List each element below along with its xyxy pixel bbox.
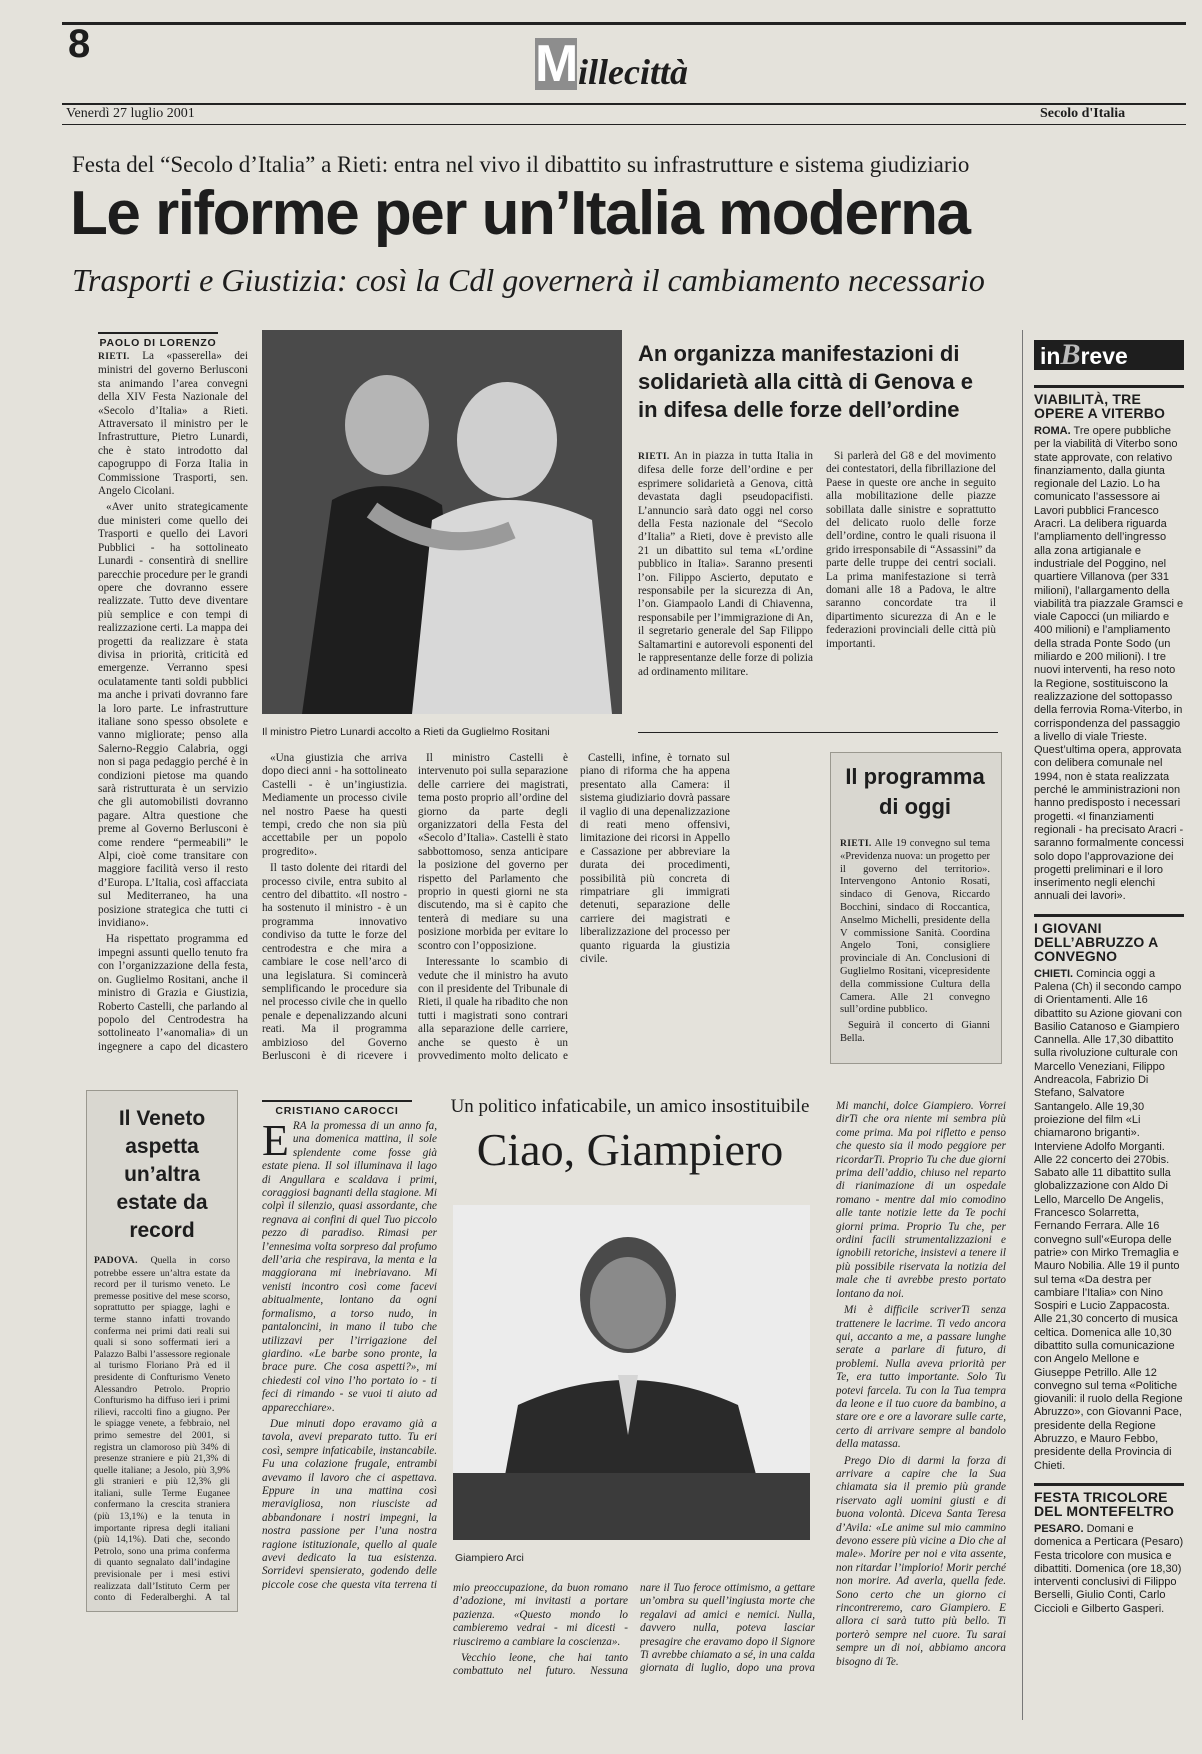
page-number: 8	[68, 22, 91, 66]
main-article-col4: Castelli, infine, è tornato sul piano di riforma che ha appena presentato alla Camera: il sistema giudiziario dovrà passare il vaglio di una depenalizzazione di reati meno offensivi, limitazione dei ricorsi in Appello e Cassazione per abbreviare la durata dei procedimenti, possibilità più concreta di rimpatriare gli immigrati detenuti, separazione delle carriere dei magistrati e liberalizzazione del processo per quanto riguarda la giustizia civile.	[580, 752, 730, 966]
programma-title: Il programma di oggi	[845, 764, 985, 819]
obituary-col1: ERA la promessa di un anno fa, una domenica mattina, il sole splendente come fosse già estate piena. Il sol illuminava il lago di Angullara e scaldava i primi, coraggiosi bagnanti della stagione. Mi colpì il silenzio, quasi assordante, che regnava ai confini di quel Tuo piccolo pezzo di paradiso. Rimasi per l’ennesima volta sorpreso dal profumo dell’aria che respirava, la menta e la maggiorana mi inebriavano. Mi venisti incontro così come facevi abitualmente, lontano da ogni formalismo, a torso nudo, in pantaloncini, in mano il tubo che utilizzavi per l’irrigazione del giardino. «Le barbe sono pronte, la brace pure. Che cosa aspetti?», mi chiedesti col vino l’ho portato io - ti feci di rimando - se vuoi ti aiuto ad apparecchiare». Due minuti dopo eravamo già a tavola, avevi preparato tutto. Tu eri così, sempre infaticabile, instancabile. Fu una colazione frugale, entrambi avevamo il lavoro che ci aspettava. Eppure in una mattina così meravigliosa, non riusciste ad abbandonare i nostri impegni, la nostra passione per l’una nostra ragione istituzionale, quello al quale avevi dedicato la tua esistenza. Sorridevi spensierato, godendo delle piccole cose che questa vita terrena ti	[262, 1120, 437, 1590]
drop-cap: E	[262, 1120, 289, 1165]
lunardi-rositani-photo	[262, 330, 622, 714]
photo-illustration	[262, 330, 622, 714]
genova-bottom-rule	[638, 732, 998, 733]
obituary-kicker: Un politico infaticabile, un amico insostituibile	[450, 1096, 810, 1117]
newspaper-name: Secolo d'Italia	[1040, 106, 1126, 121]
programma-body: RIETI. Alle 19 convegno sul tema «Previdenza nuova: un progetto per il governo del territorio». Intervengono Antonio Rosati, sindaco di Genova, Riccardo Bocchini, sindaco di Roccantica, Anselmo Michelli, presidente della V commissione Sanità. Coordina Angelo Toni, consigliere provinciale di An. Conclusioni di Guglielmo Rositani, vicepresidente della commissione Cultura della Camera. Alle 21 convegno sull’ordine pubblico. Seguirà il concerto di Gianni Bella.	[840, 838, 990, 1044]
in-breve-header: inBreve	[1034, 340, 1184, 370]
brief-body-viterbo: ROMA. Tre opere pubbliche per la viabilità di Viterbo sono state approvate, con relativo finanziamento, dalla giunta regionale del Lazio. Lo ha comunicato l’assessore ai Lavori pubblici Francesco Aracri. La delibera riguarda l’ampliamento dell’ingresso alla zona artigianale e industriale del Poggino, nel quartiere Villanova (per 331 milioni), l’allargamento della viabilità tra piazzale Gramsci e viale Capocci (un miliardo e 400 milioni) e l’ampliamento della strada Ponte Sodo (un miliardo e 200 milioni). I tre nuovi interventi, ha reso noto la Regione, sostituiscono la realizzazione del sottopasso della ferrovia Roma-Viterbo, in corrispondenza del passaggio a livello di viale Trieste. Quest’ultima opera, approvata con delibera comunale nel 1994, non è stata realizzata perché le amministrazioni non hanno predisposto i necessari progetti. «I finanziamenti regionali - ha precisato Aracri - saranno formalmente concessi solo dopo l’approvazione dei progetti preliminari e il loro inserimento negli elenchi annuali dei lavori».	[1034, 425, 1184, 903]
main-article-col2: «Una giustizia che arriva dopo dieci anni - ha sottolineato Castelli - è un’ingiustizia. Mediamente un processo civile nel nostro Paese ha questi tempi, credo che non sia più accettabile per un popolo progredito». Il tasto dolente dei ritardi del processo civile, entra subito al centro del dibattito. «Il nostro - ha sostenuto il ministro - è un programma innovativo condiviso da tutte le forze del centrodestra e che mira a cambiare le cose nell’arco di una legislatura. Si comincerà semplificando le procedure sia nel processo civile che in quello penale e depenalizzando alcuni reati. Ma il programma ambizioso del Governo Berlusconi è di ricevere i	[262, 752, 407, 1062]
brief-title-viterbo: VIABILITÀ, TRE OPERE A VITERBO	[1034, 385, 1184, 420]
obituary-bottom-col2: nare il Tuo feroce ottimismo, a gettare un’ombra su quell’ingiusta morte che regalavi ad amici e nemici. Nulla, davvero nulla, poteva lasciar presagire che eravamo dopo il Signore Ti avrebbe chiamato a sé, in una calda giornata di luglio, dopo una prova	[640, 1582, 815, 1675]
brief-title-montefeltro: FESTA TRICOLORE DEL MONTEFELTRO	[1034, 1483, 1184, 1518]
main-photo-caption: Il ministro Pietro Lunardi accolto a Rieti da Guglielmo Rositani	[262, 726, 550, 738]
in-breve-column	[1034, 385, 1184, 1725]
obituary-byline: CRISTIANO CAROCCI	[262, 1100, 412, 1117]
genova-col1: RIETI. An in piazza in tutta Italia in difesa delle forze dell’ordine e per esprimere solidarietà a Genova, città devastata dagli pseudopacifisti. L’annuncio sarà dato oggi nel corso della Festa nazionale del “Secolo d’Italia” a Rieti, dove è previsto alle 21 un dibattito sul tema «L’ordine pubblico in Italia». Saranno presenti l’on. Filippo Ascierto, deputato e responsabile per la sicurezza di An, l’on. Giampaolo Landi di Chiavenna, responsabile per l’immigrazione di An, il segretario generale del Sap Filippo Saltamartini e autorevoli esponenti del le rappresentanze delle forze di polizia ad ordinamento militare.	[638, 450, 813, 678]
obituary-bottom-col1: mio preoccupazione, da buon romano d’adozione, mi invitasti a portare pazienza. «Questo mondo lo cambieremo vedrai - mi dicesti - riusciremo a cambiare la coscienza». Vecchio leone, che hai tanto combattuto nel futuro. Nessuna	[453, 1582, 628, 1677]
masthead-rule	[62, 103, 1186, 105]
issue-date: Venerdì 27 luglio 2001	[66, 106, 195, 121]
giampiero-photo	[453, 1205, 810, 1540]
obituary-title: Ciao, Giampiero	[476, 1124, 784, 1175]
obituary-col2: Mi manchi, dolce Giampiero. Vorrei dirTi che ora niente mi sembra più come prima. Ma poi rifletto e penso che questo sia il modo peggiore per ricordarTi. Proprio Tu che due giorni prima dell’addio, chiuso nel reparto di rianimazione di un ospedale romano - mentre dal mio comodino alle tante notizie lette da Te pochi giorni prima. Proprio Tu che, per ordini facili strumentalizzazioni e ignobili retoriche, insistevi a tenere il più possibile riservata la notizia del male che ti avrebbe presto portato lontano da noi. Mi è difficile scriverTi senza trattenere le lacrime. Ti vedo ancora qui, accanto a me, a passare lunghe serate a parlare di futuro, di problemi. Nulla aveva priorità per Te, era tutto importante. Solo Tu potevi farcela. Tu con la Tua tempra da leone e il tuo cuore da bambino, a stare ore e ore a lavorare sulle carte, certo di arrivare sempre al bandolo della matassa. Prego Dio di darmi la forza di arrivare a capire che la Sua chiamata sia il premio più grande riservato agli uomini giusti e di buona volontà. Diceva Santa Teresa d’Avila: «Le anime sul mio cammino devono essere più vicine a Dio che al male». Morire per noi e vita assente, non ritardar l’implorio! Morir perché non morire. Ad averla, quella fede. Sono certo che un giorno ci rincontreremo, caro Giampiero. E allora ci sarà tutto più bello. Ti porterò sempre nel cuore. Tu sarai sempre un di noi, abbiamo ancora bisogno di Te.	[836, 1100, 1006, 1668]
brief-body-montefeltro: PESARO. Domani e domenica a Perticara (Pesaro) Festa tricolore con musica e dibattiti. Domenica (ore 18,30) interventi conclusivi di Filippo Berselli, Giulio Conti, Carlo Ciccioli e Gilberto Gasperi.	[1034, 1522, 1184, 1615]
brief-body-abruzzo: CHIETI. Comincia oggi a Palena (Ch) il secondo campo di Orientamenti. Alle 16 dibattito su Azione giovani con Basilio Catanoso e Giampiero Cannella. Alle 17,30 dibattito sulla rivoluzione culturale con Marcello Veneziani, Filippo Andreacola, Fabrizio Di Stefano, Salvatore Santangelo. Alle 19,30 proiezione del film «Li chiamarono briganti». Interviene Adolfo Morganti. Alle 22 concerto dei 270bis. Sabato alle 11 dibattito sulla globalizzazione con Aldo Di Lello, Marcello De Angelis, Francesco Solarretta, Fernando Ferrara. Alle 16 convegno sull’«Europa delle patrie» con Mirko Tremaglia e Mauro Nobilia. Alle 19 il punto sul tema «Da destra per cambiare l’Italia» con Nino Sospiri e Lucio Zappacosta. Alle 21,30 concerto di musica celtica. Domenica alle 10,30 dibattito sulla comunicazione con Angelo Mellone e Giuseppe Petrillo. Alle 12 convegno sul tema «Politiche giovanili: il ruolo della Regione Abruzzo», con Giovanni Pace, presidente della Regione Abruzzo, e Mauro Febbo, presidente della Provincia di Chieti.	[1034, 967, 1183, 1472]
brevi-divider	[1022, 330, 1023, 1720]
genova-col2: Si parlerà del G8 e del movimento dei contestatori, della fibrillazione del Paese in queste ore anche in seguito alla mobilitazione delle piazze sobillata dalle sinistre e soprattutto del delicato ruolo delle forze dell’ordine, contro le quali risuona il grido irresponsabile di “Assassini” da parte delle truppe dei centri sociali. La prima manifestazione si terrà domani alle 18 a Padova, le altre saranno concordate tra il dipartimento sicurezza di An e le federazioni provinciali delle città più importanti.	[826, 450, 996, 650]
main-headline: Le riforme per un’Italia moderna	[70, 179, 970, 248]
section-title: illecittà	[578, 52, 688, 92]
section-initial-block: M	[535, 35, 579, 93]
main-article-col1: RIETI. La «passerella» dei ministri del governo Berlusconi sta animando l’area convegni della XIV Festa Nazionale del «Secolo d’Italia» a Rieti. Attraversato il ministro per le Infrastrutture, Pietro Lunardi, che è stato introdotto dal capogruppo di Forza Italia in Commissione Trasporti, sen. Angelo Cicolani. «Aver unito strategicamente due ministeri come quello dei Trasporti e quello dei Lavori Pubblici - ha sottolineato Lunardi - consentirà di snellire parecchie procedure per le grandi opere che dovranno essere realizzate. Tutto deve diventare più semplice e con tempi di realizzazione certi. La mappa dei progetti da realizzare è stata divisa in priorità, criticità ed emergenze. Verranno spesi oculatamente tanti soldi pubblici ma anche i privati dovranno fare la loro parte. Le infrastrutture italiane sono spesso obsolete e vanno migliorate; penso alla Salerno-Reggio Calabria, oggi non si paga pedaggio perché è in condizioni pietose ma quando sarà ristrutturata è un servizio che gli automobilisti dovranno pagare. Altra questione che preme al Governo Berlusconi è come rendere “permeabili” le Alpi, cioè come transitare con maggiore facilità verso il resto d’Europa. L’Italia, così affacciata sul Mediterraneo, ha una posizione strategica che tutti ci invidiano». Ha rispettato programma ed impegni assunti quello tenuto fra con l’organizzazione della festa, on. Guglielmo Rositani, anche il ministro di Grazia e Giustizia, Roberto Castelli, che parlando al popolo del Centrodestra ha sottolineato l’«anomalia» di un ingegnere a capo del dicastero	[98, 350, 248, 1053]
date-rule	[62, 124, 1186, 125]
brief-title-abruzzo: I GIOVANI DELL’ABRUZZO A CONVEGNO	[1034, 914, 1184, 963]
top-rule	[62, 22, 1186, 25]
main-subhead: Trasporti e Giustizia: così la Cdl governerà il cambiamento necessario	[72, 262, 985, 298]
dateline: RIETI.	[98, 352, 130, 362]
obituary-photo-caption: Giampiero Arci	[455, 1552, 524, 1564]
portrait-illustration	[453, 1205, 810, 1540]
genova-headline: An organizza manifestazioni di solidarietà alla città di Genova e in difesa delle forze dell’ordine	[638, 341, 974, 422]
veneto-title: Il Veneto aspetta un’altra estate da record	[116, 1107, 208, 1242]
main-article-col3: Il ministro Castelli è intervenuto poi sulla separazione delle carriere dei magistrati, tema posto proprio all’ordine del giorno da parte degli organizzatori della Festa del «Secolo d’Italia». Castelli è stato sabbottomoso, senza anticipare la posizione del governo per rispetto del Parlamento che proprio in questi giorni ne sta discutendo, ma si è capito che tenterà di mediare su una posizione morbida per evitare lo scontro con l’opposizione. Interessante lo scambio di vedute che il ministro ha avuto con il presidente del Tribunale di Rieti, il quale ha ribadito che non tutti i magistrati sono contrari alla separazione delle carriere, anche se questo è un provvedimento molto delicato e	[418, 752, 568, 1062]
main-byline: PAOLO DI LORENZO	[98, 332, 218, 349]
main-kicker: Festa del “Secolo d’Italia” a Rieti: entra nel vivo il dibattito su infrastrutture e sistema giudiziario	[72, 152, 970, 177]
veneto-body: PADOVA. Quella in corso potrebbe essere un’altra estate da record per il turismo veneto. Le premesse positive del mese scorso, soprattutto per spiagge, laghi e terme stanno infatti trovando conferma nei primi dati reali sui quali si sono soffermati ieri a Palazzo Balbi l’assessore regionale al turismo Floriano Prà ed il presidente di Confturismo Veneto Alessandro Petrolo. Proprio Confturismo ha diffuso ieri i primi rilievi, raccolti fino a giugno. Per le spiagge venete, a febbraio, nel primo semestre del 2001, si registra un clamoroso più 34% di presenze straniere e più 21,3% di quelle italiane; a Jesolo, più 3,9% gli stranieri e più 12,3% gli italiani, sulle Terme Euganee confermano la crescita straniera (più 13,1%) e la tenuta in importante ripresa degli italiani (più 14,1%). Dati che, secondo Petrolo, sono una prima conferma di quanto segnalato dall’indagine previsionale per i mesi estivi realizzata dall’Istituto Cerm per conto di Federalberghi. A tal	[94, 1255, 230, 1604]
